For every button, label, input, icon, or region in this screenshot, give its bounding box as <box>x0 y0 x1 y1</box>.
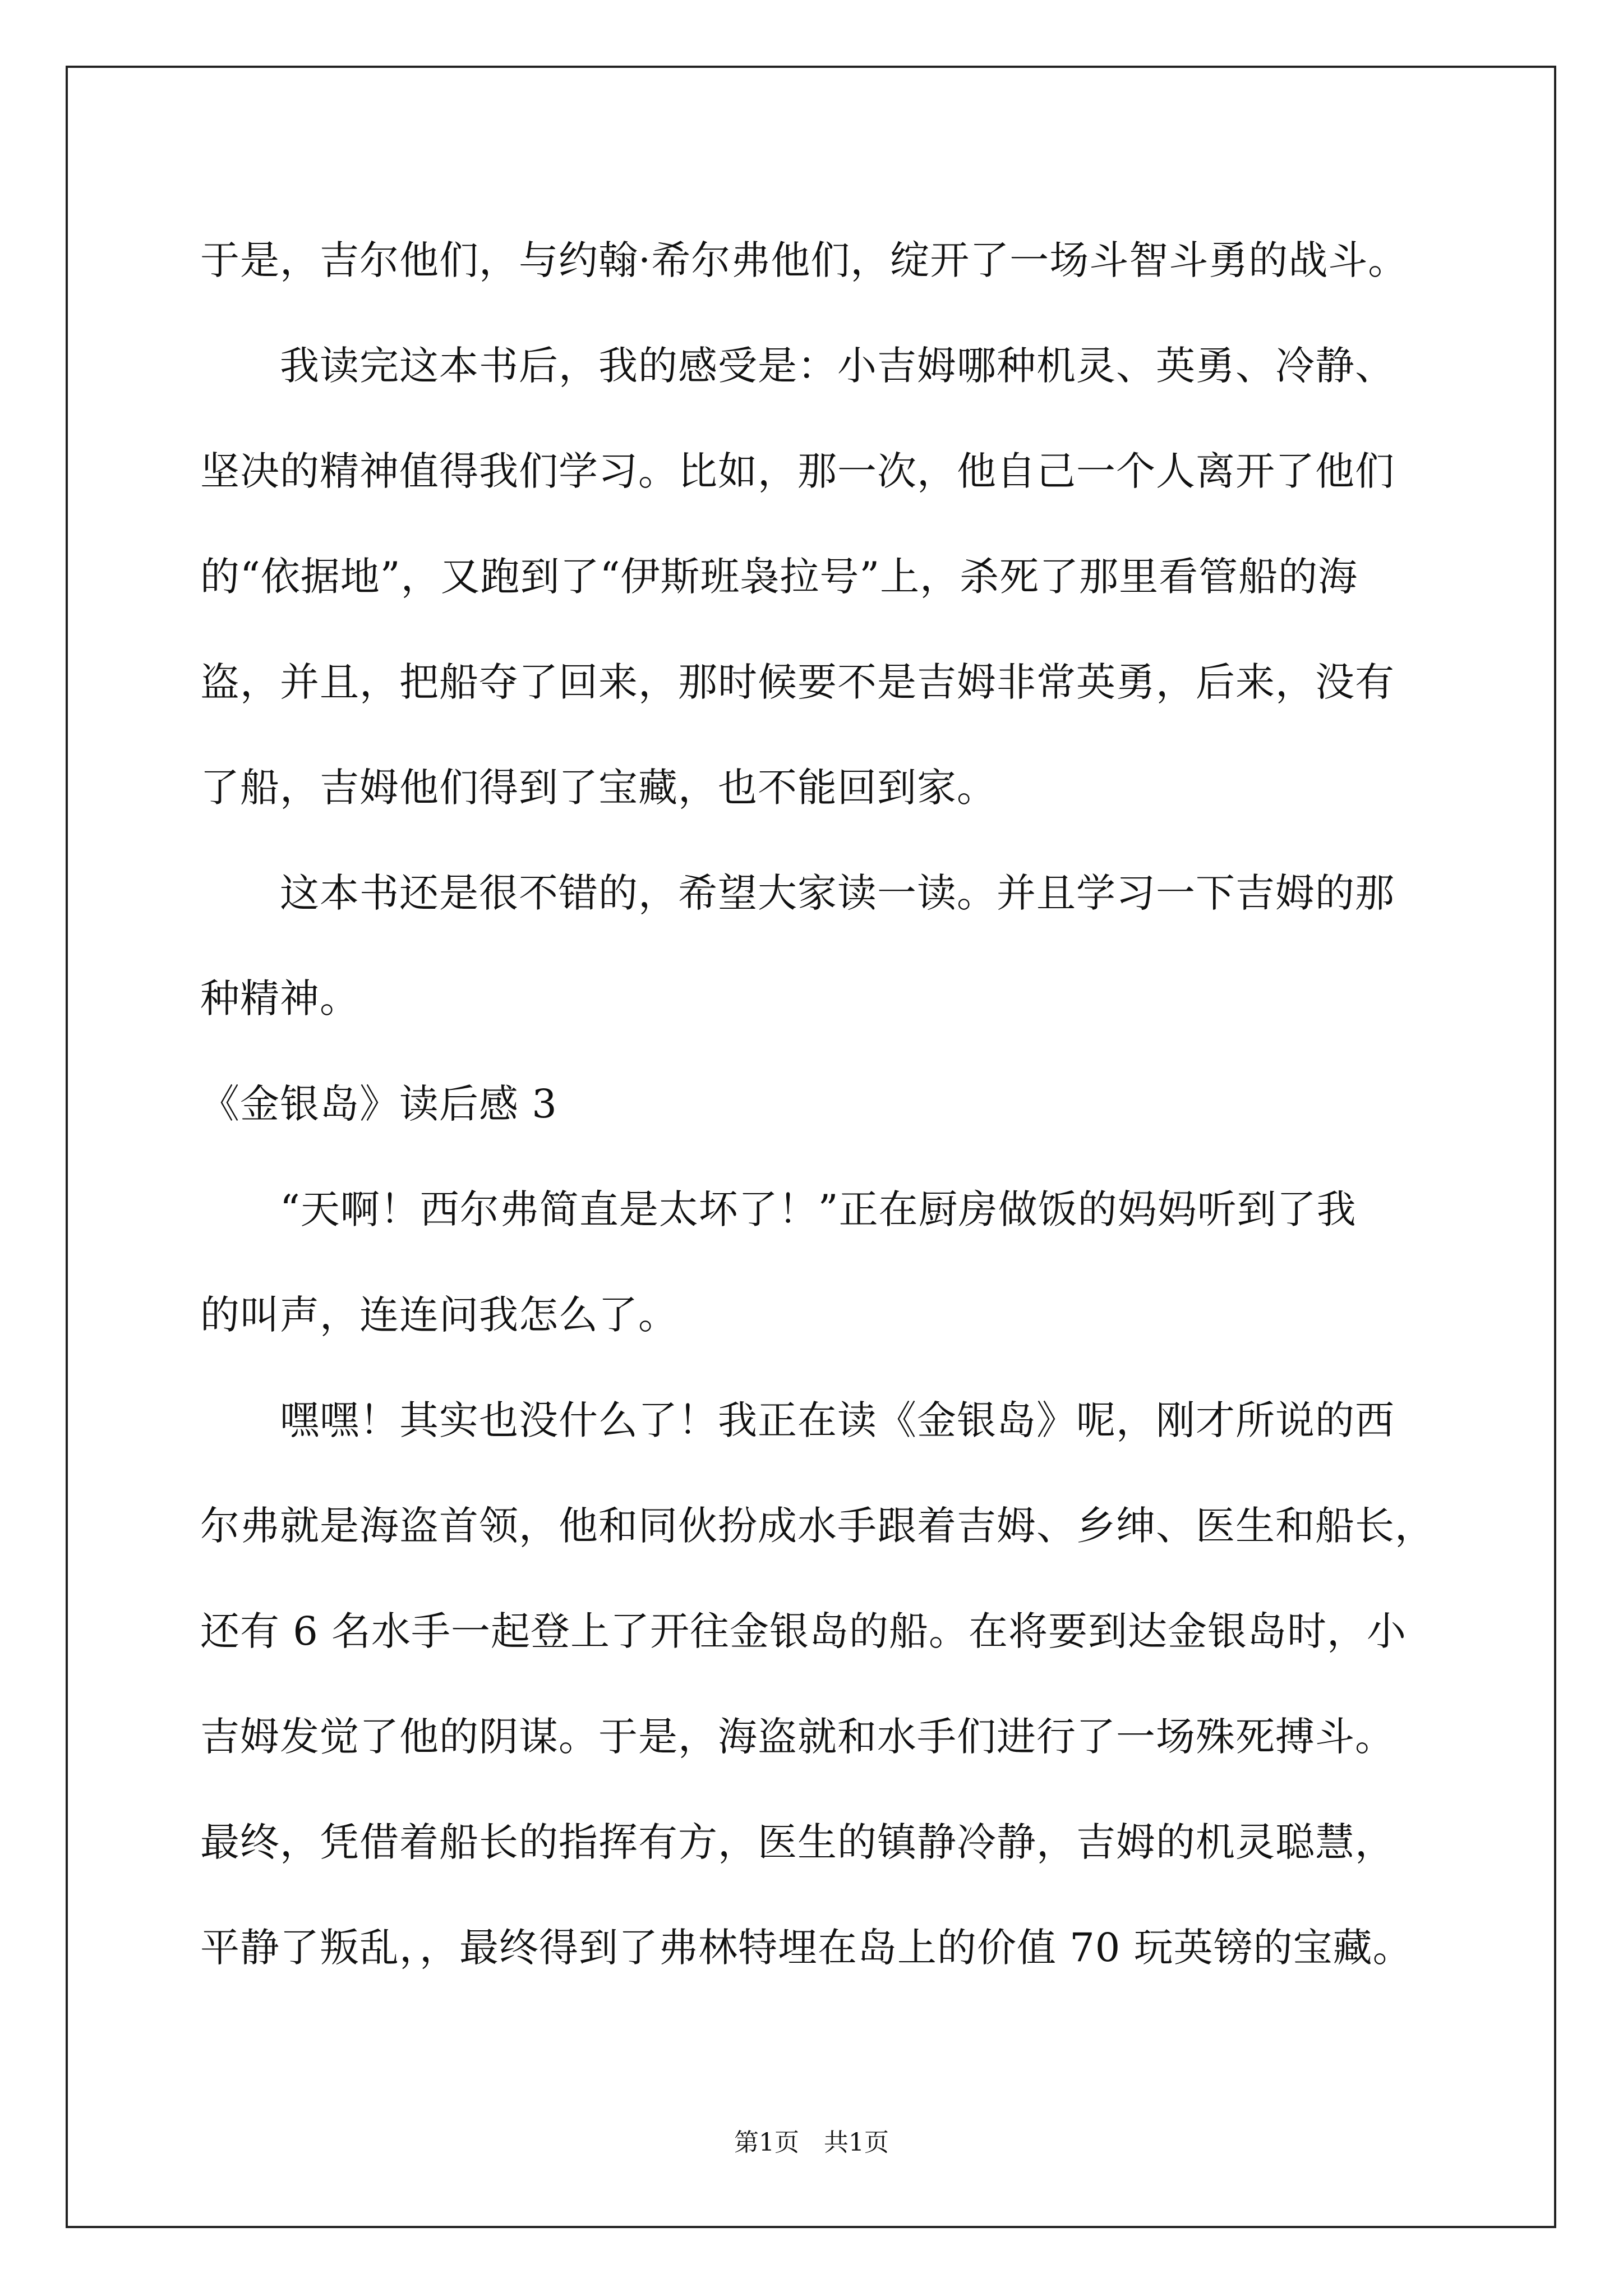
paragraph-start-line: 这本书还是很不错的，希望大家读一读。并且学习一下吉姆的那 <box>280 870 1395 916</box>
text-line: 种精神。 <box>200 976 359 1022</box>
paragraph-start-line: 我读完这本书后，我的感受是：小吉姆哪种机灵、英勇、冷静、 <box>280 343 1395 389</box>
section-heading: 《金银岛》读后感 3 <box>200 1081 557 1127</box>
text-line: 盗，并且，把船夺了回来，那时候要不是吉姆非常英勇，后来，没有 <box>200 659 1395 705</box>
paragraph-start-line: 嘿嘿！其实也没什么了！我正在读《金银岛》呢，刚才所说的西 <box>280 1397 1395 1443</box>
text-line: 还有 6 名水手一起登上了开往金银岛的船。在将要到达金银岛时，小 <box>200 1608 1407 1654</box>
text-line: 最终，凭借着船长的指挥有方，医生的镇静冷静，吉姆的机灵聪慧， <box>200 1819 1395 1865</box>
text-line: 坚决的精神值得我们学习。比如，那一次，他自己一个人离开了他们 <box>200 448 1395 494</box>
text-line: 了船，吉姆他们得到了宝藏，也不能回到家。 <box>200 765 997 811</box>
page-footer: 第1页 共1页 <box>734 2128 889 2157</box>
text-line: 吉姆发觉了他的阴谋。于是，海盗就和水手们进行了一场殊死搏斗。 <box>200 1714 1395 1760</box>
paragraph-start-line: “天啊！西尔弗简直是太坏了！”正在厨房做饭的妈妈听到了我 <box>280 1186 1357 1232</box>
text-line: 尔弗就是海盗首领，他和同伙扮成水手跟着吉姆、乡绅、医生和船长， <box>200 1503 1435 1549</box>
text-line: 平静了叛乱，，最终得到了弗林特埋在岛上的价值 70 玩英镑的宝藏。 <box>200 1925 1413 1971</box>
document-body <box>200 208 1490 2000</box>
text-line: 的叫声，连连问我怎么了。 <box>200 1292 678 1338</box>
text-line: 于是，吉尔他们，与约翰·希尔弗他们，绽开了一场斗智斗勇的战斗。 <box>200 237 1408 283</box>
text-line: 的“依据地”，又跑到了“伊斯班袅拉号”上，杀死了那里看管船的海 <box>200 554 1358 600</box>
